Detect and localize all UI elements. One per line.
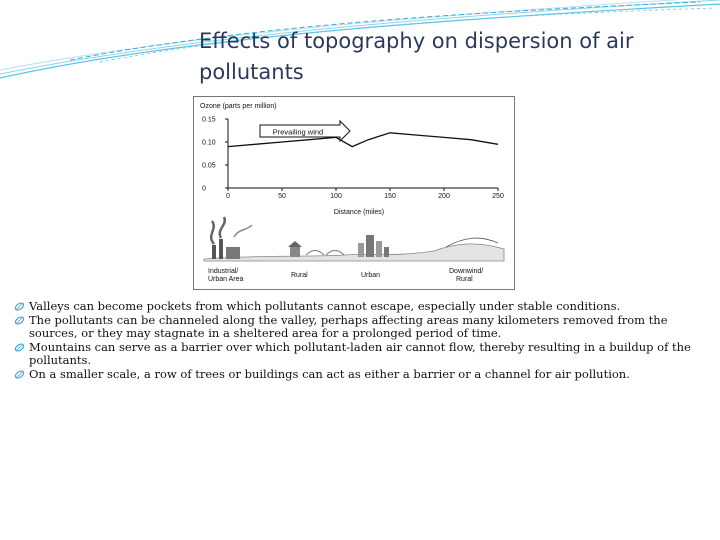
bullet-text: The pollutants can be channeled along the valley, perhaps affecting areas many kilometers removed from the sources, or they may stagnate in a sheltered area for a prolonged period of time. [29, 312, 668, 341]
bullet-text: On a smaller scale, a row of trees or buildings can act as either a barrier or a channel for air pollution. [29, 366, 630, 381]
x-axis-label: Distance (miles) [333, 209, 385, 216]
slide-title: Effects of topography on dispersion of air pollutants [199, 29, 634, 84]
bullet-item [14, 341, 704, 368]
x-tick-label: 50 [278, 193, 286, 200]
ozone-chart [194, 97, 514, 289]
x-tick-label: 150 [384, 193, 396, 200]
bullet-leaf-icon [14, 342, 25, 353]
bullet-leaf-icon [14, 301, 25, 312]
bullet-text: Valleys can become pockets from which pollutants cannot escape, especially under stable conditions. [29, 299, 621, 313]
x-tick-label: 200 [438, 193, 450, 200]
bullet-leaf-icon [14, 369, 25, 380]
city-icon [358, 235, 389, 257]
bullet-item [14, 368, 704, 382]
region-label-line1: Urban [361, 272, 381, 279]
y-tick-label: 0.05 [202, 162, 216, 170]
x-tick-label: 100 [330, 193, 342, 200]
region-label-line2: Urban Area [208, 276, 244, 283]
region-label-line2: Rural [456, 276, 473, 283]
x-tick-label: 250 [492, 193, 504, 200]
farm-icon [288, 241, 344, 257]
y-tick-label: 0.10 [202, 139, 216, 147]
region-label-line1: Downwind/ [449, 268, 484, 275]
bullet-item [14, 314, 704, 341]
y-tick-label: 0 [202, 185, 206, 193]
x-tick-label: 0 [226, 193, 230, 200]
bullet-text: Mountains can serve as a barrier over which pollutant-laden air cannot flow, thereby resulting in a buildup of the pollutants. [29, 339, 691, 368]
landscape-illustration [204, 217, 504, 261]
prevailing-wind-label: Prevailing wind [272, 127, 324, 137]
ozone-topography-figure [193, 96, 515, 290]
y-tick-label: 0.15 [202, 116, 216, 124]
region-label-line1: Rural [291, 272, 308, 279]
y-axis-label: Ozone (parts per million) [200, 103, 277, 110]
bullet-list [14, 300, 704, 382]
factory-icon [211, 217, 252, 259]
region-label-line1: Industrial/ [208, 268, 239, 275]
bullet-item [14, 300, 704, 314]
bullet-leaf-icon [14, 315, 25, 326]
